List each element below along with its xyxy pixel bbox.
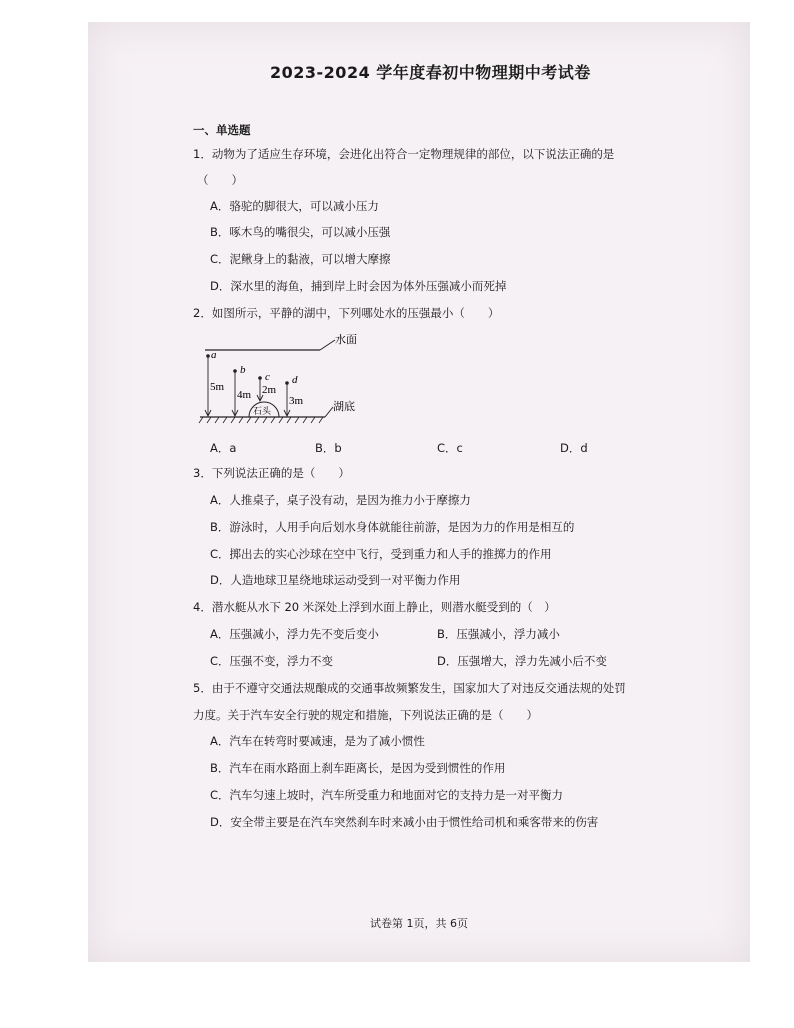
question-2-option-d: D．d	[560, 441, 588, 455]
question-5-option-b: B．汽车在雨水路面上刹车距离长，是因为受到惯性的作用	[210, 761, 506, 775]
question-5-stem: 5．由于不遵守交通法规酿成的交通事故频繁发生，国家加大了对违反交通法规的处罚	[193, 681, 626, 695]
question-3-option-b: B．游泳时，人用手向后划水身体就能往前游，是因为力的作用是相互的	[210, 520, 575, 534]
page-footer: 试卷第 1页，共 6页	[370, 917, 468, 930]
stone-label: 石头	[253, 406, 272, 416]
point-b-label: b	[240, 364, 246, 376]
question-2-stem: 2．如图所示，平静的湖中，下列哪处水的压强最小（ ）	[193, 306, 500, 320]
point-c-label: c	[265, 371, 270, 383]
question-1-stem: 1．动物为了适应生存环境，会进化出符合一定物理规律的部位，以下说法正确的是	[193, 147, 615, 161]
question-2-option-a: A．a	[210, 441, 237, 455]
point-d-label: d	[292, 374, 298, 386]
question-5-stem-cont: 力度。关于汽车安全行驶的规定和措施，下列说法正确的是（ ）	[193, 708, 538, 722]
question-3-stem: 3．下列说法正确的是（ ）	[193, 466, 350, 480]
question-2-option-c: C．c	[437, 441, 463, 455]
question-3-option-a: A．人推桌子，桌子没有动，是因为推力小于摩擦力	[210, 493, 471, 507]
question-3-option-d: D．人造地球卫星绕地球运动受到一对平衡力作用	[210, 573, 461, 587]
question-4-option-c: C．压强不变，浮力不变	[210, 654, 334, 668]
question-1-option-c: C．泥鳅身上的黏液，可以增大摩擦	[210, 252, 391, 266]
question-1-option-d: D．深水里的海鱼，捕到岸上时会因为体外压强减小而死掉	[210, 279, 507, 293]
question-1-option-a: A．骆驼的脚很大，可以减小压力	[210, 199, 379, 213]
question-4-option-b: B．压强减小，浮力减小	[437, 627, 560, 641]
question-1-stem-cont: （ ）	[197, 173, 243, 187]
question-5-option-d: D．安全带主要是在汽车突然刹车时来减小由于惯性给司机和乘客带来的伤害	[210, 815, 599, 829]
question-1-option-b: B．啄木鸟的嘴很尖，可以减小压强	[210, 225, 391, 239]
page-title: 2023-2024 学年度春初中物理期中考试卷	[270, 63, 591, 82]
section-heading: 一、单选题	[193, 123, 251, 137]
lake-pressure-figure	[195, 330, 375, 425]
question-4-stem: 4．潜水艇从水下 20 米深处上浮到水面上静止，则潜水艇受到的（ ）	[193, 600, 556, 614]
lake-bottom-label: 湖底	[333, 401, 355, 413]
depth-c-label: 2m	[262, 384, 277, 396]
question-2-option-b: B．b	[315, 441, 342, 455]
depth-d-label: 3m	[289, 395, 304, 407]
point-a-label: a	[211, 349, 217, 361]
question-4-option-a: A．压强减小，浮力先不变后变小	[210, 627, 379, 641]
question-3-option-c: C．掷出去的实心沙球在空中飞行，受到重力和人手的推掷力的作用	[210, 547, 552, 561]
question-5-option-c: C．汽车匀速上坡时，汽车所受重力和地面对它的支持力是一对平衡力	[210, 788, 564, 802]
water-surface-label: 水面	[335, 334, 357, 346]
depth-a-label: 5m	[210, 381, 225, 393]
question-5-option-a: A．汽车在转弯时要减速，是为了减小惯性	[210, 734, 425, 748]
depth-b-label: 4m	[237, 389, 252, 401]
question-4-option-d: D．压强增大，浮力先减小后不变	[437, 654, 607, 668]
